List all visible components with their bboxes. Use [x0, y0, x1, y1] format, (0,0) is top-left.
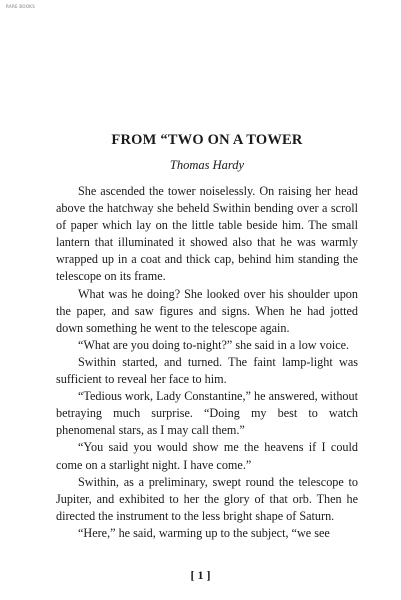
page-title: FROM “TWO ON A TOWER — [111, 132, 303, 148]
paragraph: “Here,” he said, warming up to the subject, “we see — [78, 525, 330, 540]
paragraph: “What are you doing to-night?” she said in a low voice. — [78, 337, 350, 352]
paragraph: “You said you would show me the heavens if I could come on a starlight night. I have come.” — [56, 440, 358, 472]
paragraph: Swithin started, and turned. The faint lamp-light was sufficient to reveal her face to him. — [56, 354, 358, 387]
paragraph: Swithin, as a preliminary, swept round the telescope to Jupiter, and exhibited to her the glory of that orb. Then he directed the instrument to the less bright shape of Saturn. — [56, 474, 358, 523]
paragraph: She ascended the tower noiselessly. On raising her head above the hatchway she beheld Swithin bending over a scroll of paper which lay on the little table beside him. The small lantern that illuminated it showed also that he was warmly wrapped up in a coat and thick cap, behind him standing the telescope on its frame. — [56, 184, 358, 284]
page-content — [56, 132, 358, 542]
paragraph: What was he doing? She looked over his shoulder upon the paper, and saw figures and signs. When he had jotted down something he went to the telescope again. — [56, 286, 358, 335]
author-name: Thomas Hardy — [169, 158, 245, 172]
page-number: [ 1 ] — [190, 568, 211, 582]
body-text — [56, 183, 358, 542]
library-stamp: RARE BOOKS — [6, 4, 36, 9]
paragraph: “Tedious work, Lady Constantine,” he answered, without betraying much surprise. “Doing my best to watch phenomenal stars, as I may call them.” — [56, 389, 358, 438]
